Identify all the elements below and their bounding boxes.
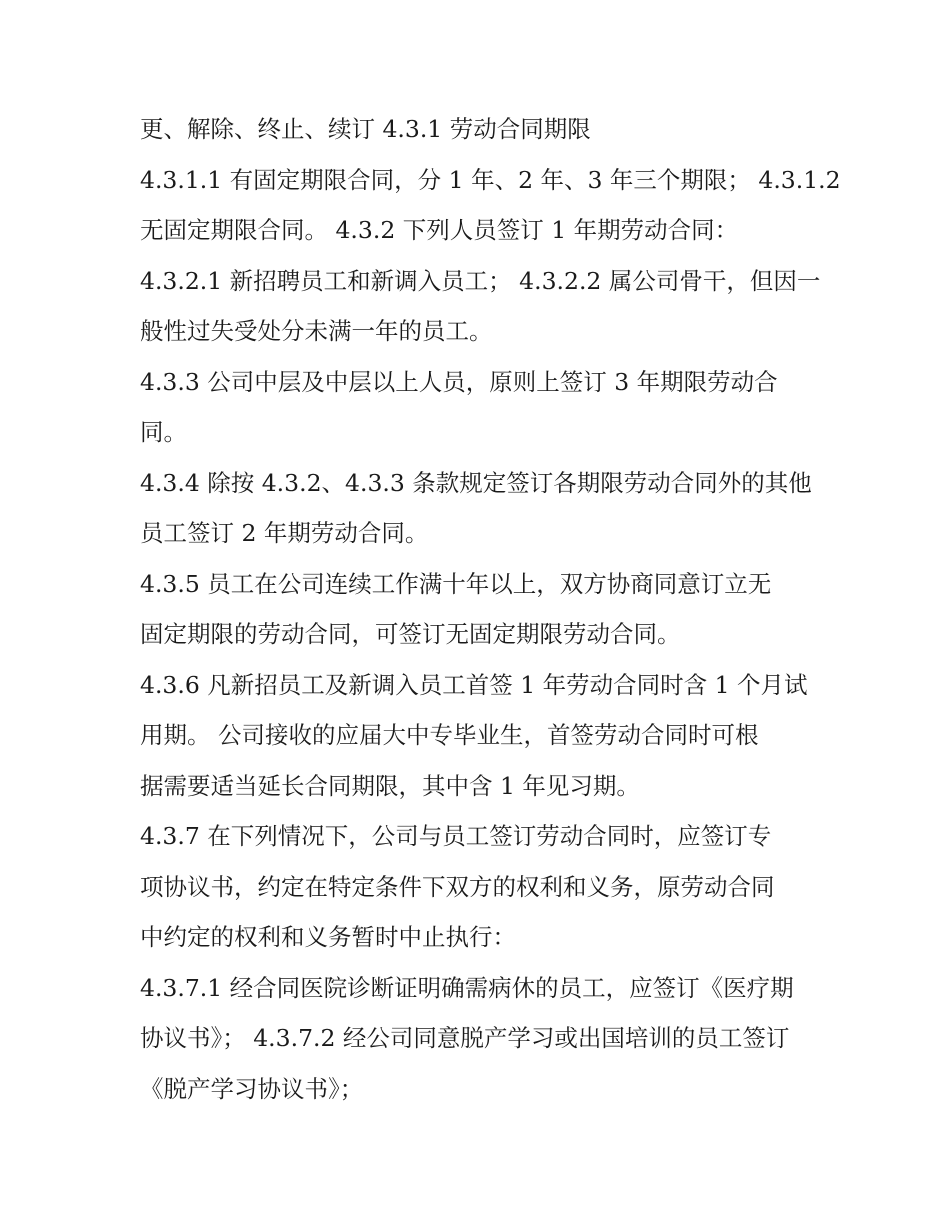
text-line: 固定期限的劳动合同，可签订无固定期限劳动合同。 [140, 620, 681, 648]
text-line: 4.3.4 除按 4.3.2、4.3.3 条款规定签订各期限劳动合同外的其他 [140, 468, 812, 497]
text-line: 4.3.3 公司中层及中层以上人员，原则上签订 3 年期限劳动合 [140, 367, 778, 396]
text-line: 中约定的权利和义务暂时中止执行： [140, 923, 516, 951]
text-line: 同。 [140, 418, 187, 446]
text-line: 4.3.2.1 新招聘员工和新调入员工； 4.3.2.2 属公司骨干，但因一 [140, 266, 821, 295]
text-line: 无固定期限合同。 4.3.2 下列人员签订 1 年期劳动合同： [140, 216, 739, 244]
text-line: 协议书》； 4.3.7.2 经公司同意脱产学习或出国培训的员工签订 [140, 1024, 790, 1052]
text-line: 《脱产学习协议书》； [140, 1074, 364, 1103]
text-line: 4.3.6 凡新招员工及新调入员工首签 1 年劳动合同时含 1 个月试 [140, 670, 808, 699]
text-line: 员工签订 2 年期劳动合同。 [140, 519, 429, 547]
text-line: 4.3.7 在下列情况下，公司与员工签订劳动合同时，应签订专 [140, 822, 772, 850]
text-line: 据需要适当延长合同期限，其中含 1 年见习期。 [140, 771, 640, 800]
text-line: 4.3.5 员工在公司连续工作满十年以上，双方协商同意订立无 [140, 569, 772, 598]
text-line: 用期。 公司接收的应届大中专毕业生，首签劳动合同时可根 [140, 721, 759, 749]
text-line: 4.3.1.1 有固定期限合同，分 1 年、2 年、3 年三个期限； 4.3.1.2 [140, 165, 841, 194]
text-line: 更、解除、终止、续订 4.3.1 劳动合同期限 [140, 115, 591, 143]
document-body [140, 104, 841, 1114]
text-line: 般性过失受处分未满一年的员工。 [140, 317, 493, 345]
text-line: 项协议书，约定在特定条件下双方的权利和义务，原劳动合同 [140, 872, 775, 901]
text-line: 4.3.7.1 经合同医院诊断证明确需病休的员工，应签订《医疗期 [140, 973, 794, 1002]
